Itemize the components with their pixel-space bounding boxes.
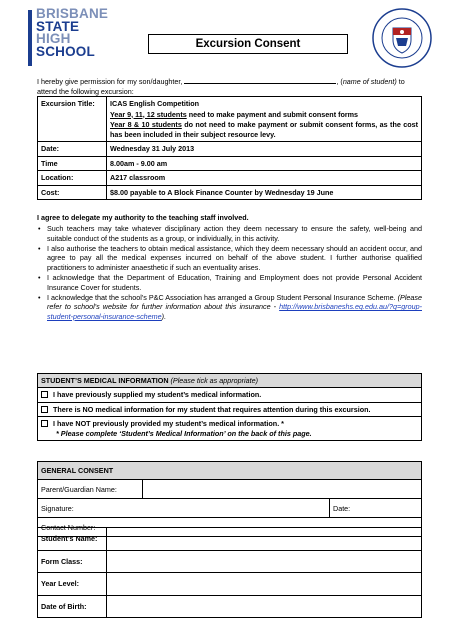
signature-field[interactable]: [38, 499, 330, 518]
list-item: • Such teachers may take whatever disciplinary action they deem necessary to ensure the safety, well-being and suitable conduct of the students as a group, or individually, in this activity.: [37, 224, 422, 243]
list-item: • I acknowledge that the Department of Education, Training and Employment does not provide Personal Accident Insurance Cover for students.: [37, 273, 422, 292]
intro-text-1: I hereby give permission for my son/daughter,: [37, 77, 183, 86]
parent-name-label: Parent/Guardian Name:: [38, 480, 143, 499]
excursion-title-cell: [107, 97, 422, 142]
year-level-label: Year Level:: [38, 573, 107, 596]
table-row: [38, 185, 422, 200]
date-label: Date:: [38, 142, 107, 157]
medical-option-2-checkbox[interactable]: [41, 406, 48, 413]
table-row: [38, 480, 422, 499]
intro-text-2: , (: [336, 77, 343, 86]
payment-note-2-years: Year 8 & 10 students: [110, 120, 182, 129]
table-row: [38, 97, 422, 142]
table-row: [38, 499, 422, 518]
medical-option-3-label: I have NOT previously provided my student’s medical information. *: [53, 419, 284, 429]
table-row: [38, 171, 422, 186]
insurance-note: (Please refer to school’s website for further information about this insurance -: [47, 292, 422, 312]
medical-heading-note: (Please tick as appropriate): [170, 376, 259, 385]
table-row: [38, 550, 422, 573]
payment-note-1-years: Year 9, 11, 12 students: [110, 109, 187, 119]
student-name-field[interactable]: [107, 528, 422, 551]
location-value: A217 classroom: [107, 171, 422, 186]
medical-heading: STUDENT’S MEDICAL INFORMATION: [41, 376, 169, 385]
date-value: Wednesday 31 July 2013: [107, 142, 422, 157]
medical-option-2-label: There is NO medical information for my student that requires attention during this excursion.: [53, 404, 371, 414]
cost-value: $8.00 payable to A Block Finance Counter by Wednesday 19 June: [107, 185, 422, 200]
year-level-field[interactable]: [107, 573, 422, 596]
consent-date-field[interactable]: [330, 499, 422, 518]
parent-name-field[interactable]: [143, 480, 422, 499]
delegate-heading: I agree to delegate my authority to the teaching staff involved.: [37, 213, 249, 222]
table-row: [38, 417, 422, 441]
intro-paragraph: [37, 76, 422, 97]
medical-option-3: [38, 417, 422, 441]
student-info-table: [37, 527, 422, 618]
table-row: [38, 402, 422, 416]
contact-number-label: Contact Number:: [41, 522, 96, 532]
table-row: [38, 462, 422, 480]
payment-note-2-rest: do not need to make payment or submit consent forms, as the cost has been included in their subject resource levy.: [110, 120, 418, 139]
table-row: [38, 573, 422, 596]
form-class-label: Form Class:: [38, 550, 107, 573]
excursion-title-label: Excursion Title:: [38, 97, 107, 142]
consent-date-label: Date:: [333, 503, 351, 513]
school-crest-icon: [372, 8, 432, 68]
logo-wordmark: [36, 8, 108, 58]
medical-info-table: [37, 373, 422, 441]
insurance-text: I acknowledge that the school’s P&C Association has arranged a Group Student Personal Insurance Scheme.: [47, 292, 398, 302]
medical-option-2: [38, 402, 422, 416]
payment-note-2: [110, 120, 418, 139]
logo-line-4: SCHOOL: [36, 43, 95, 59]
insurance-note-end: ).: [161, 311, 167, 321]
general-consent-table: [37, 461, 422, 537]
logo-line-3: HIGH: [36, 31, 71, 46]
table-row: [38, 374, 422, 388]
page-title: Excursion Consent: [148, 34, 348, 54]
list-item: • I also authorise the teachers to obtain medical assistance, which they deem necessary should an accident occur, and agree to pay all the medical expenses incurred on behalf of the above student. I further authorise qualified practitioners to administer anaesthetic if such an eventuality arises.: [37, 244, 422, 273]
student-name-label: Student’s Name:: [38, 528, 107, 551]
form-class-field[interactable]: [107, 550, 422, 573]
medical-option-3-checkbox[interactable]: [41, 420, 48, 427]
location-label: Location:: [38, 171, 107, 186]
time-label: Time: [38, 156, 107, 171]
intro-text-3: to attend the following excursion:: [37, 77, 405, 96]
date-of-birth-field[interactable]: [107, 595, 422, 618]
student-name-blank[interactable]: [184, 76, 336, 84]
time-value: 8.00am - 9.00 am: [107, 156, 422, 171]
table-row: [38, 595, 422, 618]
excursion-title-value: ICAS English Competition: [110, 99, 200, 108]
signature-label: Signature:: [41, 503, 74, 513]
medical-option-1-label: I have previously supplied my student’s medical information.: [53, 390, 262, 400]
consent-heading: GENERAL CONSENT: [38, 462, 422, 480]
list-item: [37, 293, 422, 322]
school-logo: [28, 8, 108, 74]
logo-line-1: BRISBANE: [36, 6, 109, 21]
table-row: [38, 142, 422, 157]
table-row: [38, 388, 422, 402]
payment-note-1-rest: need to make payment and submit consent forms: [186, 109, 359, 119]
table-row: [38, 528, 422, 551]
logo-bar: [28, 10, 32, 66]
table-row: [38, 156, 422, 171]
medical-heading-cell: [38, 374, 422, 388]
cost-label: Cost:: [38, 185, 107, 200]
intro-name-hint: name of student): [342, 77, 397, 86]
payment-note-1: [110, 110, 418, 120]
excursion-details-table: [37, 96, 422, 200]
conditions-list: [37, 224, 422, 322]
insurance-link[interactable]: http://www.brisbaneshs.eq.edu.au/?q=group-student-personal-insurance-scheme: [47, 302, 422, 321]
logo-line-2: STATE: [36, 18, 80, 34]
medical-option-1: [38, 388, 422, 402]
medical-option-1-checkbox[interactable]: [41, 391, 48, 398]
medical-option-3-note: * Please complete ‘Student’s Medical Information’ on the back of this page.: [56, 428, 312, 438]
date-of-birth-label: Date of Birth:: [38, 595, 107, 618]
